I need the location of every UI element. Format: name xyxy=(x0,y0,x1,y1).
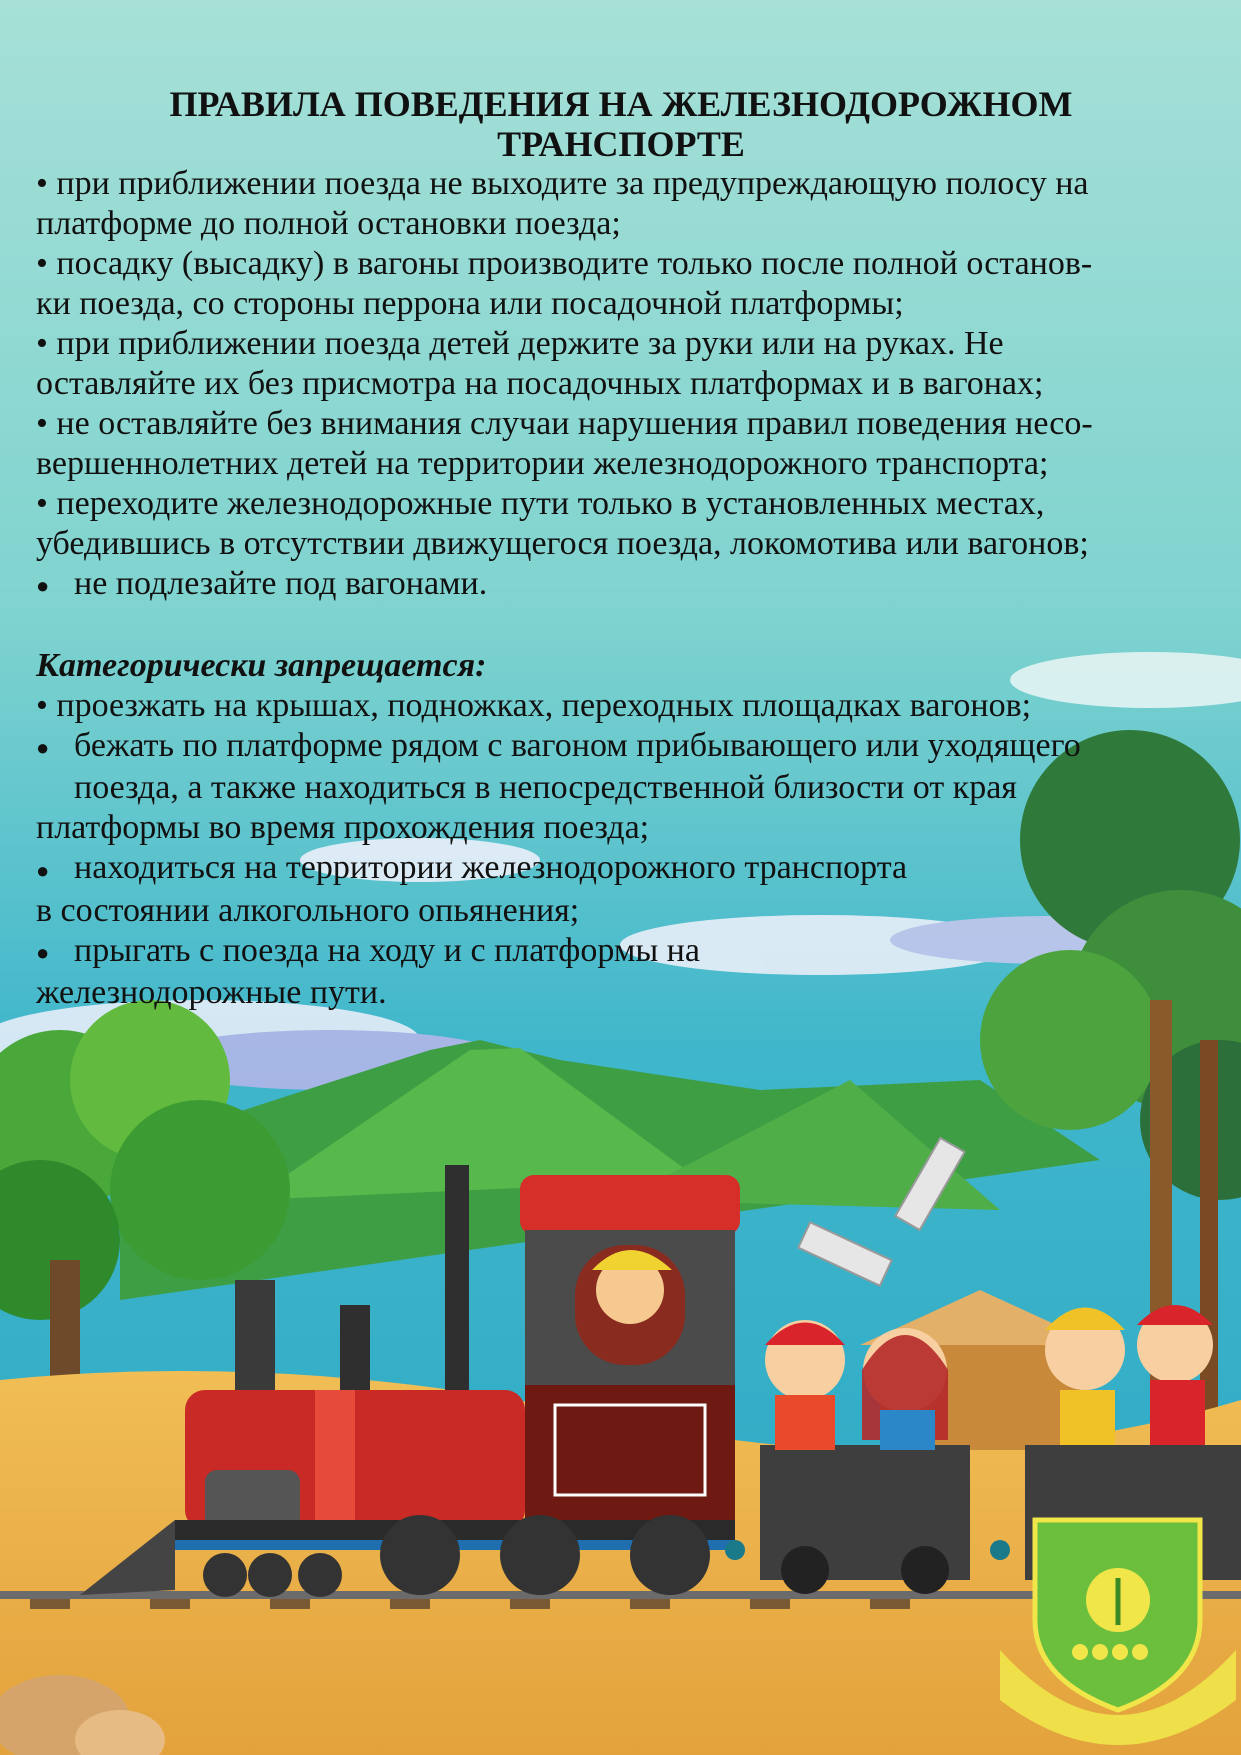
rule-item-5a: • переходите железнодорожные пути только в установленных местах, xyxy=(36,485,1045,522)
forbidden-item-1: • проезжать на крышах, подножках, переходных площадках вагонов; xyxy=(36,687,1032,725)
forbidden-item-2b-text: поезда, а также находиться в непосредственной близости от края xyxy=(74,769,1017,807)
forbidden-item-4b: железнодорожные пути. xyxy=(36,973,387,1011)
forbidden-item-2c: платформы во время прохождения поезда; xyxy=(36,809,650,847)
forbidden-item-3a-text: находиться на территории железнодорожного транспорта xyxy=(74,849,908,887)
forbidden-item-4a xyxy=(36,931,1206,973)
rule-item-6 xyxy=(36,564,1206,606)
forbidden-item-2a xyxy=(36,726,1206,768)
forbidden-item-4a-text: прыгать с поезда на ходу и с платформы на xyxy=(74,931,700,969)
forbidden-item-3b: в состоянии алкогольного опьянения; xyxy=(36,891,580,929)
text-content xyxy=(36,84,1206,1013)
bullet-icon: ● xyxy=(36,857,50,883)
rule-item-4b: вершеннолетних детей на территории железнодорожного транспорта; xyxy=(36,445,1049,482)
rule-item-3a: • при приближении поезда детей держите за руки или на руках. Не xyxy=(36,325,1004,362)
rule-item-2b: ки поезда, со стороны перрона или посадочной платформы; xyxy=(36,285,904,322)
forbidden-heading: Категорически запрещается: xyxy=(36,647,487,685)
bullet-icon: ● xyxy=(36,939,50,965)
forbidden-item-2a-text: бежать по платформе рядом с вагоном прибывающего или уходящего xyxy=(74,727,1081,765)
rule-item-6-text: не подлезайте под вагонами. xyxy=(74,565,488,602)
page-title-line1: ПРАВИЛА ПОВЕДЕНИЯ НА ЖЕЛЕЗНОДОРОЖНОМ xyxy=(169,84,1073,124)
page-title-line2: ТРАНСПОРТЕ xyxy=(497,124,745,164)
forbidden-item-2b xyxy=(36,768,1206,808)
rule-item-5b: убедившись в отсутствии движущегося поезда, локомотива или вагонов; xyxy=(36,525,1089,562)
emblem-logo xyxy=(1000,1520,1236,1745)
bullet-icon: ● xyxy=(36,735,50,761)
rule-item-2a: • посадку (высадку) в вагоны производите только после полной останов- xyxy=(36,245,1093,282)
forbidden-item-3a xyxy=(36,848,1206,890)
rule-item-3b: оставляйте их без присмотра на посадочных платформах и в вагонах; xyxy=(36,365,1044,402)
rule-item-4a: • не оставляйте без внимания случаи нарушения правил поведения несо- xyxy=(36,405,1093,442)
bullet-icon: ● xyxy=(36,573,50,599)
rule-item-1b: платформе до полной остановки поезда; xyxy=(36,205,621,242)
rule-item-1a: • при приближении поезда не выходите за предупреждающую полосу на xyxy=(36,165,1089,202)
